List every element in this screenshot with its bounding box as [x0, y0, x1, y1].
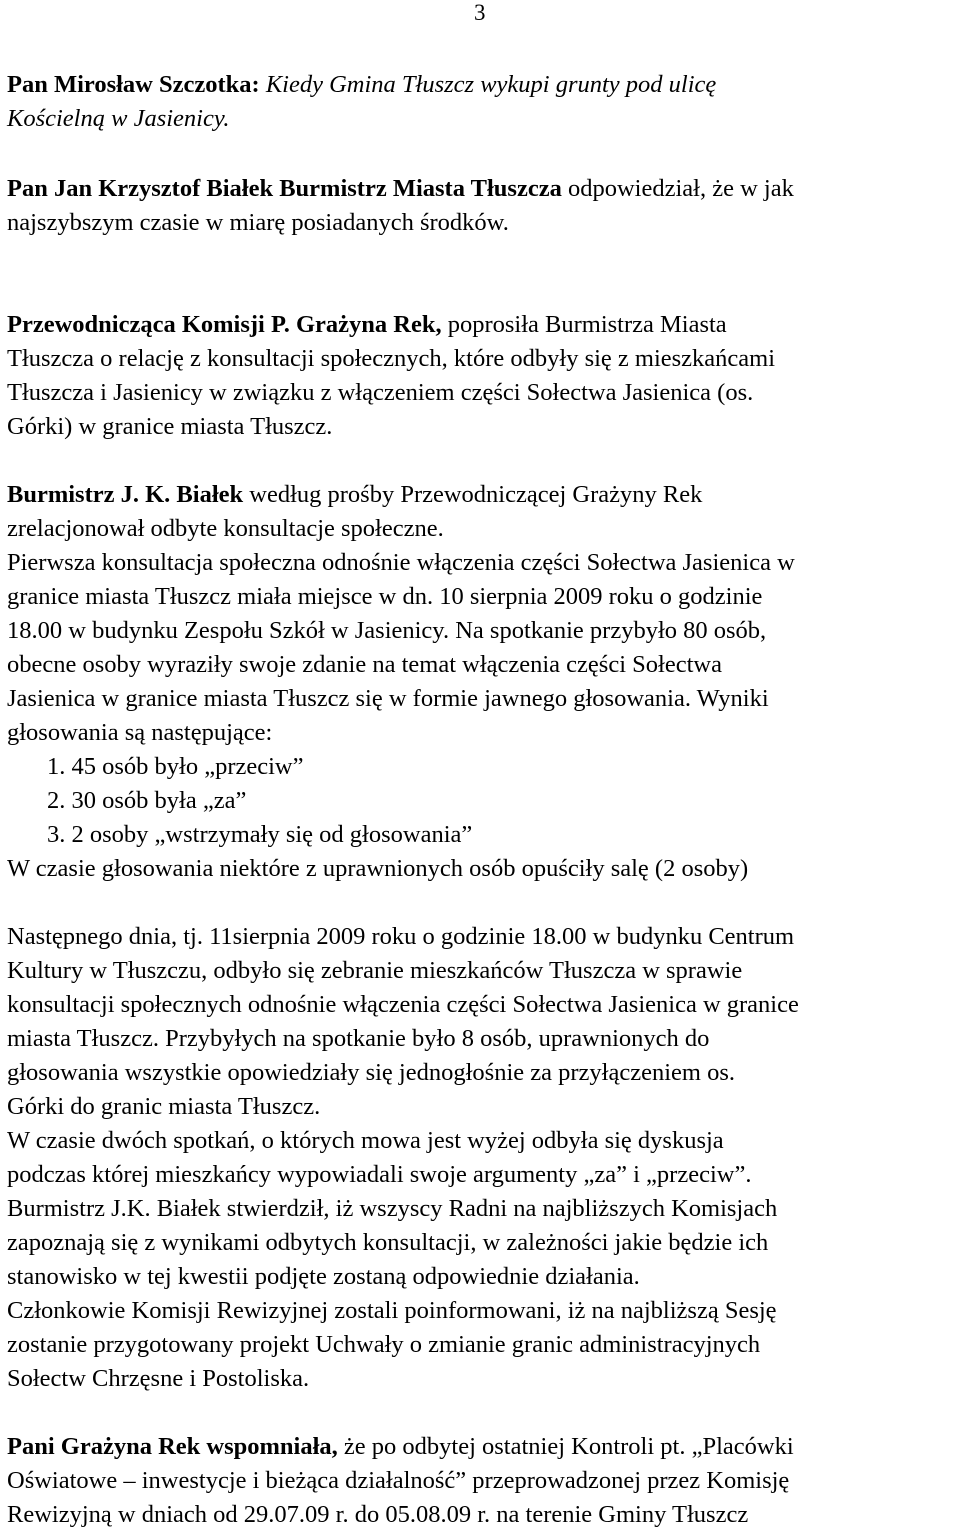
- vote-text: 2 osoby „wstrzymały się od głosowania”: [71, 821, 473, 848]
- vote-text: 30 osób była „za”: [71, 787, 247, 814]
- text: odpowiedział, że w jak: [561, 175, 794, 202]
- vote-item: [47, 820, 472, 850]
- line: zostanie przygotowany projekt Uchwały o zmianie granic administracyjnych: [7, 1331, 761, 1358]
- line: [7, 104, 230, 134]
- line: [7, 310, 727, 340]
- line: [7, 480, 702, 510]
- vote-number: 1.: [47, 753, 66, 780]
- text: poprosiła Burmistrza Miasta: [441, 311, 727, 338]
- text: według prośby Przewodniczącej Grażyny Rek: [243, 481, 703, 508]
- line: miasta Tłuszcz. Przybyłych na spotkanie było 8 osób, uprawnionych do: [7, 1025, 710, 1052]
- vote-number: 2.: [47, 787, 66, 814]
- question-text: Kiedy Gmina Tłuszcz wykupi grunty pod ulicę: [259, 71, 717, 98]
- line: Tłuszcza o relację z konsultacji społecznych, które odbyły się z mieszkańcami: [7, 345, 776, 372]
- speaker: Pan Mirosław Szczotka:: [7, 71, 260, 98]
- line: W czasie dwóch spotkań, o których mowa jest wyżej odbyła się dyskusja: [7, 1127, 724, 1154]
- line: Oświatowe – inwestycje i bieżąca działalność” przeprowadzonej przez Komisję: [7, 1467, 790, 1494]
- line: Kultury w Tłuszczu, odbyło się zebranie mieszkańców Tłuszcza w sprawie: [7, 957, 743, 984]
- line: głosowania wszystkie opowiedziały się jednogłośnie za przyłączeniem os.: [7, 1059, 735, 1086]
- line: Burmistrz J.K. Białek stwierdził, iż wszyscy Radni na najbliższych Komisjach: [7, 1195, 778, 1222]
- line: W czasie głosowania niektóre z uprawnionych osób opuściły salę (2 osoby): [7, 855, 749, 882]
- line: Pierwsza konsultacja społeczna odnośnie włączenia części Sołectwa Jasienica w: [7, 549, 795, 576]
- line: Górki) w granice miasta Tłuszcz.: [7, 413, 333, 440]
- vote-item: [47, 786, 246, 816]
- line: zrelacjonował odbyte konsultacje społeczne.: [7, 515, 444, 542]
- vote-text: 45 osób było „przeciw”: [71, 753, 304, 780]
- line: granice miasta Tłuszcz miała miejsce w dn. 10 sierpnia 2009 roku o godzinie: [7, 583, 763, 610]
- page-number: 3: [474, 0, 486, 25]
- text: że po odbytej ostatniej Kontroli pt. „Placówki: [337, 1433, 794, 1460]
- speaker: Pan Jan Krzysztof Białek Burmistrz Miasta Tłuszcza: [7, 175, 562, 202]
- line: zapoznają się z wynikami odbytych konsultacji, w zależności jakie będzie ich: [7, 1229, 769, 1256]
- vote-item: [47, 752, 304, 782]
- speaker: Burmistrz J. K. Białek: [7, 481, 244, 508]
- line: 18.00 w budynku Zespołu Szkół w Jasienicy. Na spotkanie przybyło 80 osób,: [7, 617, 767, 644]
- line: Rewizyjną w dniach od 29.07.09 r. do 05.08.09 r. na terenie Gminy Tłuszcz: [7, 1501, 749, 1528]
- line: [7, 1432, 794, 1462]
- line: Sołectw Chrzęsne i Postoliska.: [7, 1365, 310, 1392]
- line: Jasienica w granice miasta Tłuszcz się w formie jawnego głosowania. Wyniki: [7, 685, 769, 712]
- line: głosowania są następujące:: [7, 719, 273, 746]
- line: Członkowie Komisji Rewizyjnej zostali poinformowani, iż na najbliższą Sesję: [7, 1297, 777, 1324]
- line: [7, 70, 716, 100]
- line: podczas której mieszkańcy wypowiadali swoje argumenty „za” i „przeciw”.: [7, 1161, 752, 1188]
- line: stanowisko w tej kwestii podjęte zostaną odpowiednie działania.: [7, 1263, 640, 1290]
- speaker: Pani Grażyna Rek wspomniała,: [7, 1433, 338, 1460]
- question-text: Kościelną w Jasienicy.: [7, 105, 230, 132]
- vote-number: 3.: [47, 821, 66, 848]
- line: Następnego dnia, tj. 11sierpnia 2009 roku o godzinie 18.00 w budynku Centrum: [7, 923, 795, 950]
- line: Tłuszcza i Jasienicy w związku z włączeniem części Sołectwa Jasienica (os.: [7, 379, 754, 406]
- speaker: Przewodnicząca Komisji P. Grażyna Rek,: [7, 311, 442, 338]
- line: konsultacji społecznych odnośnie włączenia części Sołectwa Jasienica w granice: [7, 991, 799, 1018]
- line: obecne osoby wyraziły swoje zdanie na temat włączenia części Sołectwa: [7, 651, 722, 678]
- line: [7, 174, 794, 204]
- line: Górki do granic miasta Tłuszcz.: [7, 1093, 321, 1120]
- line: najszybszym czasie w miarę posiadanych środków.: [7, 209, 509, 236]
